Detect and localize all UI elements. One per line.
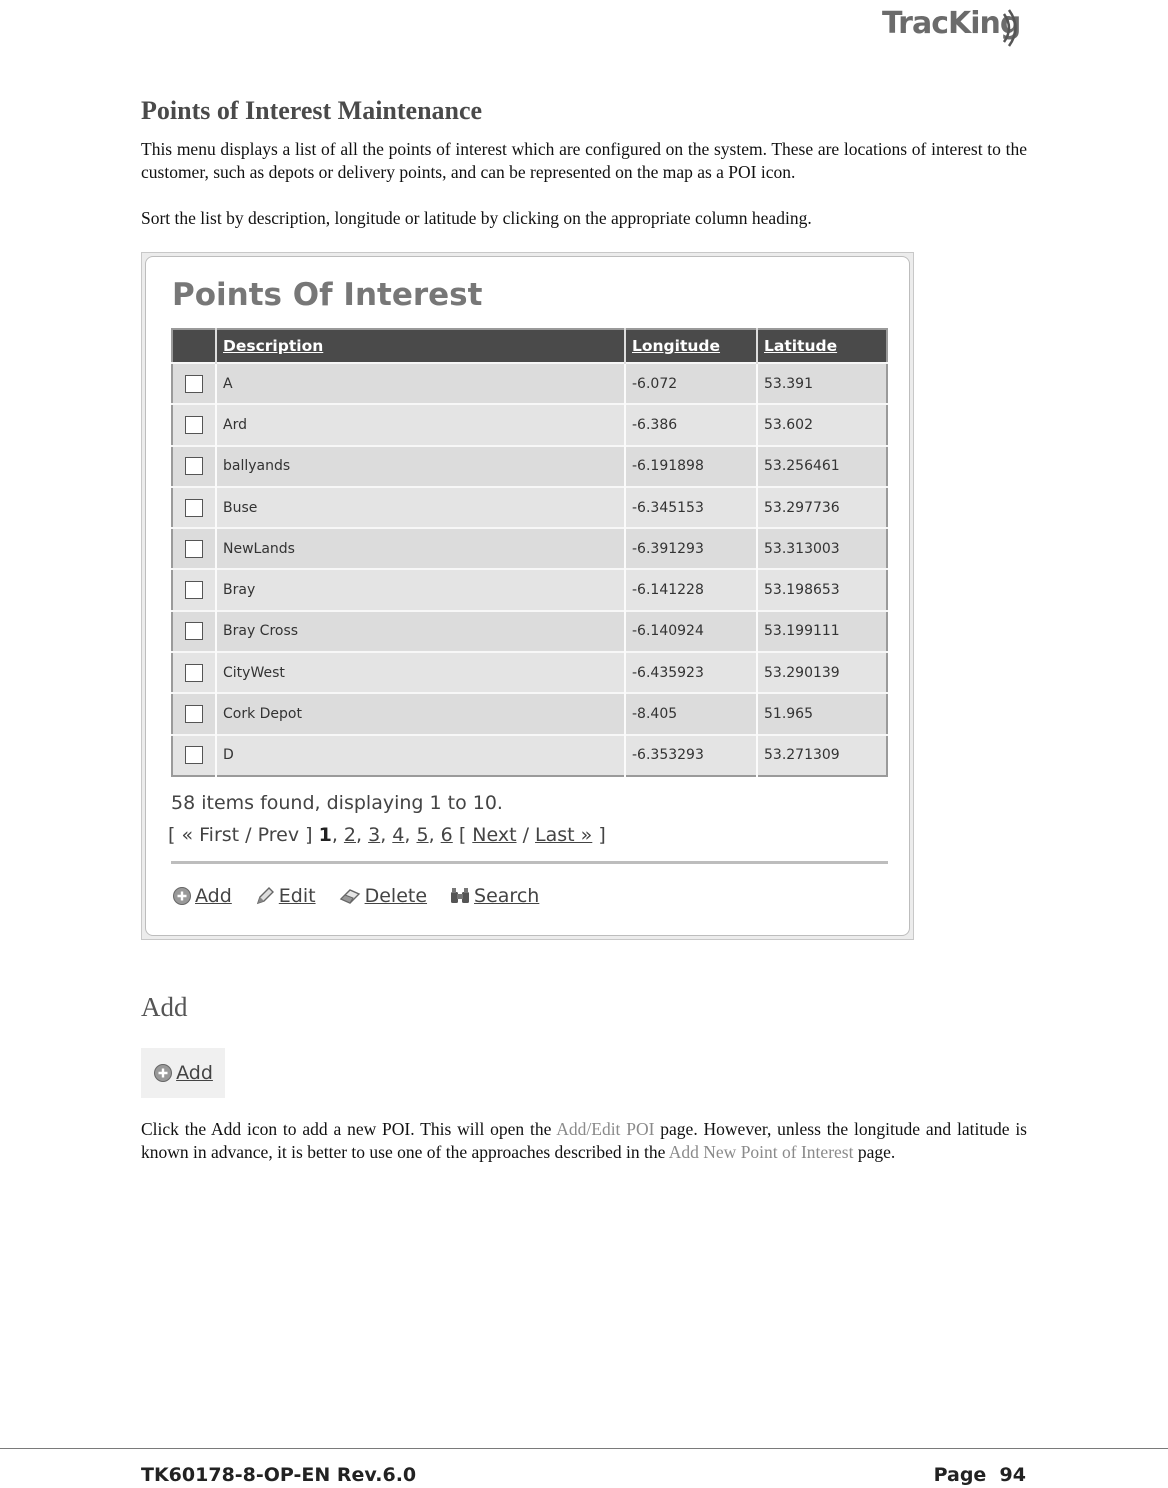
row-checkbox[interactable] — [185, 622, 203, 640]
row-select-cell — [172, 569, 216, 610]
row-select-cell — [172, 487, 216, 528]
add-button[interactable] — [172, 885, 232, 907]
add-text-part: Click the Add icon to add a new POI. This will open the — [141, 1119, 557, 1139]
search-label: Search — [474, 885, 540, 907]
eraser-icon — [338, 886, 362, 906]
longitude-cell: -6.435923 — [625, 652, 757, 693]
pager-page-6[interactable]: 6 — [440, 824, 453, 846]
footer-doc-ref: TK60178-8-OP-EN Rev.6.0 — [141, 1464, 417, 1486]
row-checkbox[interactable] — [185, 705, 203, 723]
select-column-header — [172, 329, 216, 363]
table-row[interactable] — [172, 363, 887, 404]
add-text-part: page. However, unless the longitude and latitude is known in advance, it is better to use one of the approaches described in the — [141, 1119, 1027, 1162]
add-label: Add — [195, 885, 232, 907]
row-select-cell — [172, 693, 216, 734]
latitude-cell: 53.198653 — [757, 569, 887, 610]
table-row[interactable] — [172, 404, 887, 445]
pager-bracket: ] — [305, 824, 313, 846]
footer-rule — [0, 1448, 1168, 1449]
row-checkbox[interactable] — [185, 499, 203, 517]
sort-note: Sort the list by description, longitude or latitude by clicking on the appropriate column heading. — [141, 208, 812, 228]
signal-arcs-icon — [1000, 8, 1022, 48]
pager-slash: / — [245, 824, 252, 846]
longitude-cell: -6.141228 — [625, 569, 757, 610]
latitude-cell: 53.290139 — [757, 652, 887, 693]
add-example-label: Add — [176, 1062, 213, 1084]
add-text-part: page. — [853, 1141, 896, 1162]
row-select-cell — [172, 528, 216, 569]
longitude-column-header[interactable]: Longitude — [625, 329, 757, 363]
add-circle-icon — [172, 886, 192, 906]
row-select-cell — [172, 611, 216, 652]
longitude-cell: -6.391293 — [625, 528, 757, 569]
latitude-cell: 53.297736 — [757, 487, 887, 528]
pager-page-3[interactable]: 3 — [368, 824, 381, 846]
longitude-cell: -6.191898 — [625, 446, 757, 487]
poi-panel-title: Points Of Interest — [172, 277, 483, 313]
row-checkbox[interactable] — [185, 664, 203, 682]
poi-table — [171, 328, 888, 777]
longitude-cell: -6.353293 — [625, 735, 757, 776]
add-new-poi-link[interactable]: Add New Point of Interest — [668, 1141, 854, 1162]
pager-first: « First — [181, 824, 240, 846]
table-row[interactable] — [172, 693, 887, 734]
add-description — [141, 1118, 1027, 1163]
pager-last[interactable]: Last » — [535, 824, 593, 846]
longitude-cell: -6.345153 — [625, 487, 757, 528]
description-cell: CityWest — [216, 652, 625, 693]
search-button[interactable] — [449, 885, 539, 907]
latitude-cell: 53.391 — [757, 363, 887, 404]
description-cell: NewLands — [216, 528, 625, 569]
pagination: [ « First / Prev ] 1, 2, 3, 4, 5, 6 [ Next / Last » ] — [168, 824, 606, 846]
row-select-cell — [172, 652, 216, 693]
longitude-cell: -6.072 — [625, 363, 757, 404]
edit-label: Edit — [278, 885, 316, 907]
latitude-cell: 53.271309 — [757, 735, 887, 776]
delete-label: Delete — [364, 885, 428, 907]
pager-bracket: [ — [168, 824, 176, 846]
table-header-row — [172, 329, 887, 363]
table-row[interactable] — [172, 569, 887, 610]
description-cell: Buse — [216, 487, 625, 528]
table-row[interactable] — [172, 487, 887, 528]
latitude-cell: 53.256461 — [757, 446, 887, 487]
table-row[interactable] — [172, 446, 887, 487]
panel-divider — [171, 861, 888, 864]
poi-panel — [145, 256, 910, 936]
row-select-cell — [172, 446, 216, 487]
table-row[interactable] — [172, 735, 887, 776]
add-edit-poi-link[interactable]: Add/Edit POI — [556, 1119, 655, 1139]
latitude-cell: 53.602 — [757, 404, 887, 445]
intro-paragraph: This menu displays a list of all the points of interest which are configured on the system. These are locations of interest to the customer, such as depots or delivery points, and can be represented on the map as a POI icon. — [141, 139, 1027, 182]
description-cell: Bray — [216, 569, 625, 610]
pager-page-2[interactable]: 2 — [343, 824, 357, 846]
items-found-text: 58 items found, displaying 1 to 10. — [171, 792, 503, 814]
latitude-cell: 53.313003 — [757, 528, 887, 569]
row-checkbox[interactable] — [185, 457, 203, 475]
delete-button[interactable] — [338, 885, 427, 907]
description-column-header[interactable]: Description — [216, 329, 625, 363]
table-row[interactable] — [172, 611, 887, 652]
longitude-cell: -6.386 — [625, 404, 757, 445]
table-row[interactable] — [172, 652, 887, 693]
longitude-cell: -6.140924 — [625, 611, 757, 652]
latitude-cell: 51.965 — [757, 693, 887, 734]
row-select-cell — [172, 735, 216, 776]
pager-slash: / — [522, 824, 529, 846]
pager-bracket: [ — [458, 824, 467, 846]
pager-prev: Prev — [257, 824, 300, 846]
description-cell: Ard — [216, 404, 625, 445]
pager-page-4[interactable]: 4 — [392, 824, 405, 846]
row-checkbox[interactable] — [185, 581, 203, 599]
row-select-cell — [172, 363, 216, 404]
row-checkbox[interactable] — [185, 540, 203, 558]
binoculars-icon — [449, 886, 471, 906]
add-circle-icon — [153, 1063, 173, 1083]
add-icon-example[interactable] — [141, 1048, 225, 1098]
description-cell: Bray Cross — [216, 611, 625, 652]
row-checkbox[interactable] — [185, 375, 203, 393]
add-heading: Add — [141, 992, 188, 1022]
page-title: Points of Interest Maintenance — [141, 96, 483, 125]
action-toolbar — [172, 885, 539, 907]
pager-bracket: ] — [598, 824, 606, 846]
table-row[interactable] — [172, 528, 887, 569]
row-checkbox[interactable] — [185, 416, 203, 434]
longitude-cell: -8.405 — [625, 693, 757, 734]
pager-next[interactable]: Next — [472, 824, 517, 846]
row-select-cell — [172, 404, 216, 445]
footer-page-number: Page 94 — [933, 1464, 1026, 1486]
row-checkbox[interactable] — [185, 746, 203, 764]
latitude-column-header[interactable]: Latitude — [757, 329, 887, 363]
description-cell: A — [216, 363, 625, 404]
pager-current-page: 1 — [318, 824, 332, 846]
pager-page-5[interactable]: 5 — [416, 824, 429, 846]
pencil-icon — [254, 885, 276, 907]
tracking-logo: TracKing — [882, 6, 1020, 41]
description-cell: Cork Depot — [216, 693, 625, 734]
edit-button[interactable] — [254, 885, 316, 907]
poi-screenshot — [141, 252, 914, 940]
description-cell: ballyands — [216, 446, 625, 487]
description-cell: D — [216, 735, 625, 776]
latitude-cell: 53.199111 — [757, 611, 887, 652]
